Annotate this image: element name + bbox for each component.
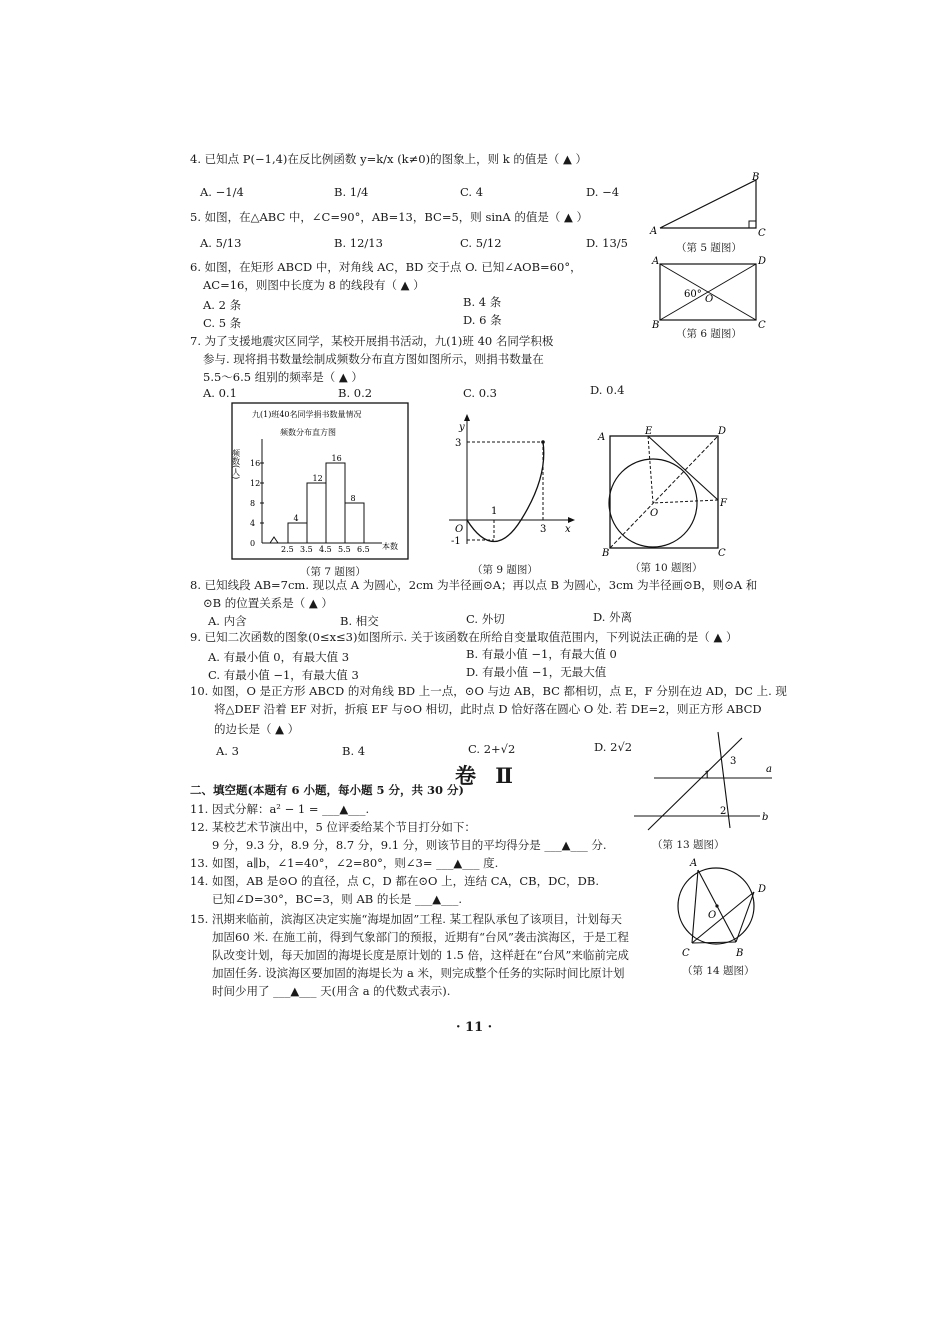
- chart-axis-break: [270, 537, 278, 543]
- question-12-line2: 9 分，9.3 分，8.9 分，8.7 分，9.1 分，则该节目的平均得分是 ___▲___ 分.: [212, 838, 607, 852]
- fig10-label-a: A: [598, 432, 606, 443]
- q9-option-a: A. 有最小值 0，有最大值 3: [208, 650, 350, 664]
- chart-ytick-label: 8: [250, 499, 256, 508]
- question-10-line2: 将△DEF 沿着 EF 对折，折痕 EF 与⊙O 相切，此时点 D 恰好落在圆心 O 处. 若 DE=2，则正方形 ABCD: [214, 702, 762, 716]
- question-7-line2: 参与. 现将捐书数量绘制成频数分布直方图如图所示，则捐书数量在: [203, 352, 544, 366]
- figure-9-caption: （第 9 题图）: [472, 564, 538, 576]
- chart-bar: [307, 483, 326, 543]
- q4-option-d: D. −4: [586, 185, 620, 199]
- fig10-label-f: F: [720, 498, 727, 509]
- fig10-label-d: D: [718, 426, 727, 437]
- figure-5-caption: （第 5 题图）: [676, 242, 742, 254]
- chart-bar: [326, 463, 345, 543]
- q5-option-c: C. 5/12: [460, 236, 502, 250]
- fig10-label-c: C: [718, 548, 726, 559]
- chart-ytick-label: 16: [250, 459, 261, 468]
- question-15-line5: 时间少用了 ___▲___ 天(用含 a 的代数式表示).: [212, 984, 451, 998]
- fig10-label-o: O: [650, 508, 659, 519]
- question-10-line1: 10. 如图，O 是正方形 ABCD 的对角线 BD 上一点，⊙O 与边 AB，BC 都相切，点 E，F 分别在边 AD，DC 上. 现: [190, 684, 787, 698]
- fig13-angle-2: 2: [720, 806, 727, 817]
- fig9-label-3x: 3: [540, 524, 547, 535]
- q6-option-c: C. 5 条: [203, 316, 242, 330]
- chart-xtick-label: 4.5: [319, 545, 332, 554]
- fig6-angle-label: 60°: [684, 289, 702, 300]
- question-15-line2: 加固60 米. 在施工前，得到气象部门的预报，近期有“台风”袭击滨海区，于是工程: [212, 930, 629, 944]
- question-15-line3: 队改变计划，每天加固的海堤长度是原计划的 1.5 倍，这样赶在“台风”来临前完成: [212, 948, 629, 962]
- chart-bar: [345, 503, 364, 543]
- q5-option-d: D. 13/5: [586, 236, 628, 250]
- chart-subtitle: 频数分布直方图: [280, 428, 336, 437]
- q5-option-b: B. 12/13: [334, 236, 383, 250]
- q9-option-c: C. 有最小值 −1，有最大值 3: [208, 668, 359, 682]
- fig9-y-label: y: [459, 422, 465, 433]
- page-number: · 11 ·: [456, 1020, 493, 1035]
- chart-xtick-label: 6.5: [357, 545, 370, 554]
- fig5-label-a: A: [650, 226, 658, 237]
- fig6-label-d: D: [758, 256, 767, 267]
- chart-bar-label: 4: [293, 514, 299, 523]
- chart-xtick-label: 3.5: [300, 545, 313, 554]
- fig9-label-1: 1: [491, 506, 498, 517]
- fig5-label-b: B: [752, 172, 760, 183]
- fig14-label-o: O: [708, 910, 717, 921]
- figure-6-rectangle: [652, 256, 772, 331]
- question-15-line4: 加固任务. 设滨海区要加固的海堤长为 a 米，则完成整个任务的实际时间比原计划: [212, 966, 625, 980]
- figure-6-caption: （第 6 题图）: [676, 328, 742, 340]
- q10-option-c: C. 2+√2: [468, 742, 516, 756]
- q7-option-c: C. 0.3: [463, 386, 497, 400]
- fig9-origin: O: [455, 524, 464, 535]
- section-2-heading: 二、填空题(本题有 6 小题，每小题 5 分，共 30 分): [190, 783, 464, 797]
- q4-option-c: C. 4: [460, 185, 484, 199]
- q7-option-d: D. 0.4: [590, 383, 625, 397]
- q4-option-a: A. −1/4: [200, 185, 244, 199]
- chart-title: 九(1)班40名同学捐书数量情况: [252, 410, 362, 419]
- q6-option-b: B. 4 条: [463, 295, 502, 309]
- chart-ytick-label: 4: [250, 519, 256, 528]
- q5-option-a: A. 5/13: [200, 236, 242, 250]
- question-4: 4. 已知点 P(−1,4)在反比例函数 y=k/x (k≠0)的图象上，则 k 的值是（ ▲ ）: [190, 152, 588, 166]
- question-12-line1: 12. 某校艺术节演出中，5 位评委给某个节目打分如下：: [190, 820, 476, 834]
- fig6-label-b: B: [652, 320, 660, 331]
- chart-ytick-label: 0: [250, 539, 256, 548]
- fig13-angle-3: 3: [730, 756, 737, 767]
- fig10-label-b: B: [602, 548, 610, 559]
- question-6-line2: AC=16，则图中长度为 8 的线段有（ ▲ ）: [203, 278, 425, 292]
- fig14-label-c: C: [682, 948, 690, 959]
- q8-option-a: A. 内含: [208, 614, 247, 628]
- figure-14-circle: [676, 852, 786, 962]
- q10-option-b: B. 4: [342, 744, 366, 758]
- fig6-label-a: A: [652, 256, 660, 267]
- figure-13-parallel-lines: [626, 728, 776, 823]
- q6-option-d: D. 6 条: [463, 313, 502, 327]
- q8-option-d: D. 外离: [593, 610, 633, 624]
- chart-bar: [288, 523, 307, 543]
- q8-option-c: C. 外切: [466, 612, 505, 626]
- fig10-label-e: E: [645, 426, 653, 437]
- figure-10-square: [598, 426, 733, 559]
- chart-xtick-label: 5.5: [338, 545, 351, 554]
- figure-5-triangle: [648, 172, 778, 242]
- fig13-label-a: a: [766, 764, 772, 775]
- chart-bar-label: 8: [350, 494, 356, 503]
- question-8-line1: 8. 已知线段 AB=7cm. 现以点 A 为圆心，2cm 为半径画⊙A；再以点 B 为圆心，3cm 为半径画⊙B，则⊙A 和: [190, 578, 758, 592]
- question-14-line2: 已知∠D=30°，BC=3，则 AB 的长是 ___▲___.: [212, 892, 463, 906]
- fig6-label-c: C: [758, 320, 766, 331]
- question-7-line3: 5.5～6.5 组别的频率是（ ▲ ）: [203, 370, 363, 384]
- chart-ylabel: 频数(人): [231, 449, 241, 480]
- question-15-line1: 15. 汛期来临前，滨海区决定实施“海堤加固”工程. 某工程队承包了该项目，计划每天: [190, 912, 623, 926]
- q10-option-a: A. 3: [216, 744, 239, 758]
- figure-7-caption: （第 7 题图）: [300, 566, 366, 578]
- q9-option-b: B. 有最小值 −1，有最大值 0: [466, 647, 617, 661]
- fig14-label-a: A: [690, 858, 698, 869]
- q10-option-d: D. 2√2: [594, 740, 633, 754]
- question-14-line1: 14. 如图，AB 是⊙O 的直径，点 C，D 都在⊙O 上，连结 CA，CB，DC，DB.: [190, 874, 599, 888]
- question-9: 9. 已知二次函数的图象(0≤x≤3)如图所示. 关于该函数在所给自变量取值范围内，下列说法正确的是（ ▲ ）: [190, 630, 738, 644]
- chart-xtick-label: 2.5: [281, 545, 294, 554]
- figure-13-caption: （第 13 题图）: [652, 839, 725, 851]
- fig9-label-3y: 3: [455, 438, 462, 449]
- volume-two-heading: 卷 Ⅱ: [455, 763, 520, 788]
- question-11: 11. 因式分解：a² − 1 = ___▲___.: [190, 802, 370, 816]
- question-10-line3: 的边长是（ ▲ ）: [214, 722, 300, 736]
- q6-option-a: A. 2 条: [203, 298, 242, 312]
- fig13-angle-1: 1: [704, 770, 711, 781]
- fig5-label-c: C: [758, 228, 766, 239]
- q8-option-b: B. 相交: [340, 614, 379, 628]
- q9-option-d: D. 有最小值 −1，无最大值: [466, 665, 607, 679]
- figure-10-caption: （第 10 题图）: [630, 562, 703, 574]
- q7-option-a: A. 0.1: [203, 386, 237, 400]
- question-6-line1: 6. 如图，在矩形 ABCD 中，对角线 AC，BD 交于点 O. 已知∠AOB=60°，: [190, 260, 582, 274]
- chart-ytick-label: 12: [250, 479, 261, 488]
- fig14-label-b: B: [736, 948, 744, 959]
- question-8-line2: ⊙B 的位置关系是（ ▲ ）: [203, 596, 333, 610]
- question-13: 13. 如图，a∥b，∠1=40°，∠2=80°，则∠3= ___▲___ 度.: [190, 856, 499, 870]
- question-7-line1: 7. 为了支援地震灾区同学，某校开展捐书活动，九(1)班 40 名同学积极: [190, 334, 554, 348]
- chart-bar-label: 12: [312, 474, 323, 483]
- chart-bar-label: 16: [331, 454, 342, 463]
- q7-option-b: B. 0.2: [338, 386, 373, 400]
- fig9-x-label: x: [565, 524, 571, 535]
- question-5: 5. 如图，在△ABC 中，∠C=90°，AB=13，BC=5，则 sinA 的值是（ ▲ ）: [190, 210, 589, 224]
- fig9-label-neg1: -1: [451, 536, 461, 547]
- q4-option-b: B. 1/4: [334, 185, 369, 199]
- figure-14-caption: （第 14 题图）: [682, 965, 755, 977]
- chart-xlabel: 本数: [382, 542, 398, 551]
- figure-9-parabola: [445, 414, 585, 554]
- fig14-label-d: D: [758, 884, 767, 895]
- fig6-label-o: O: [705, 294, 714, 305]
- fig13-label-b: b: [762, 812, 769, 823]
- figure-7-histogram: [232, 403, 412, 563]
